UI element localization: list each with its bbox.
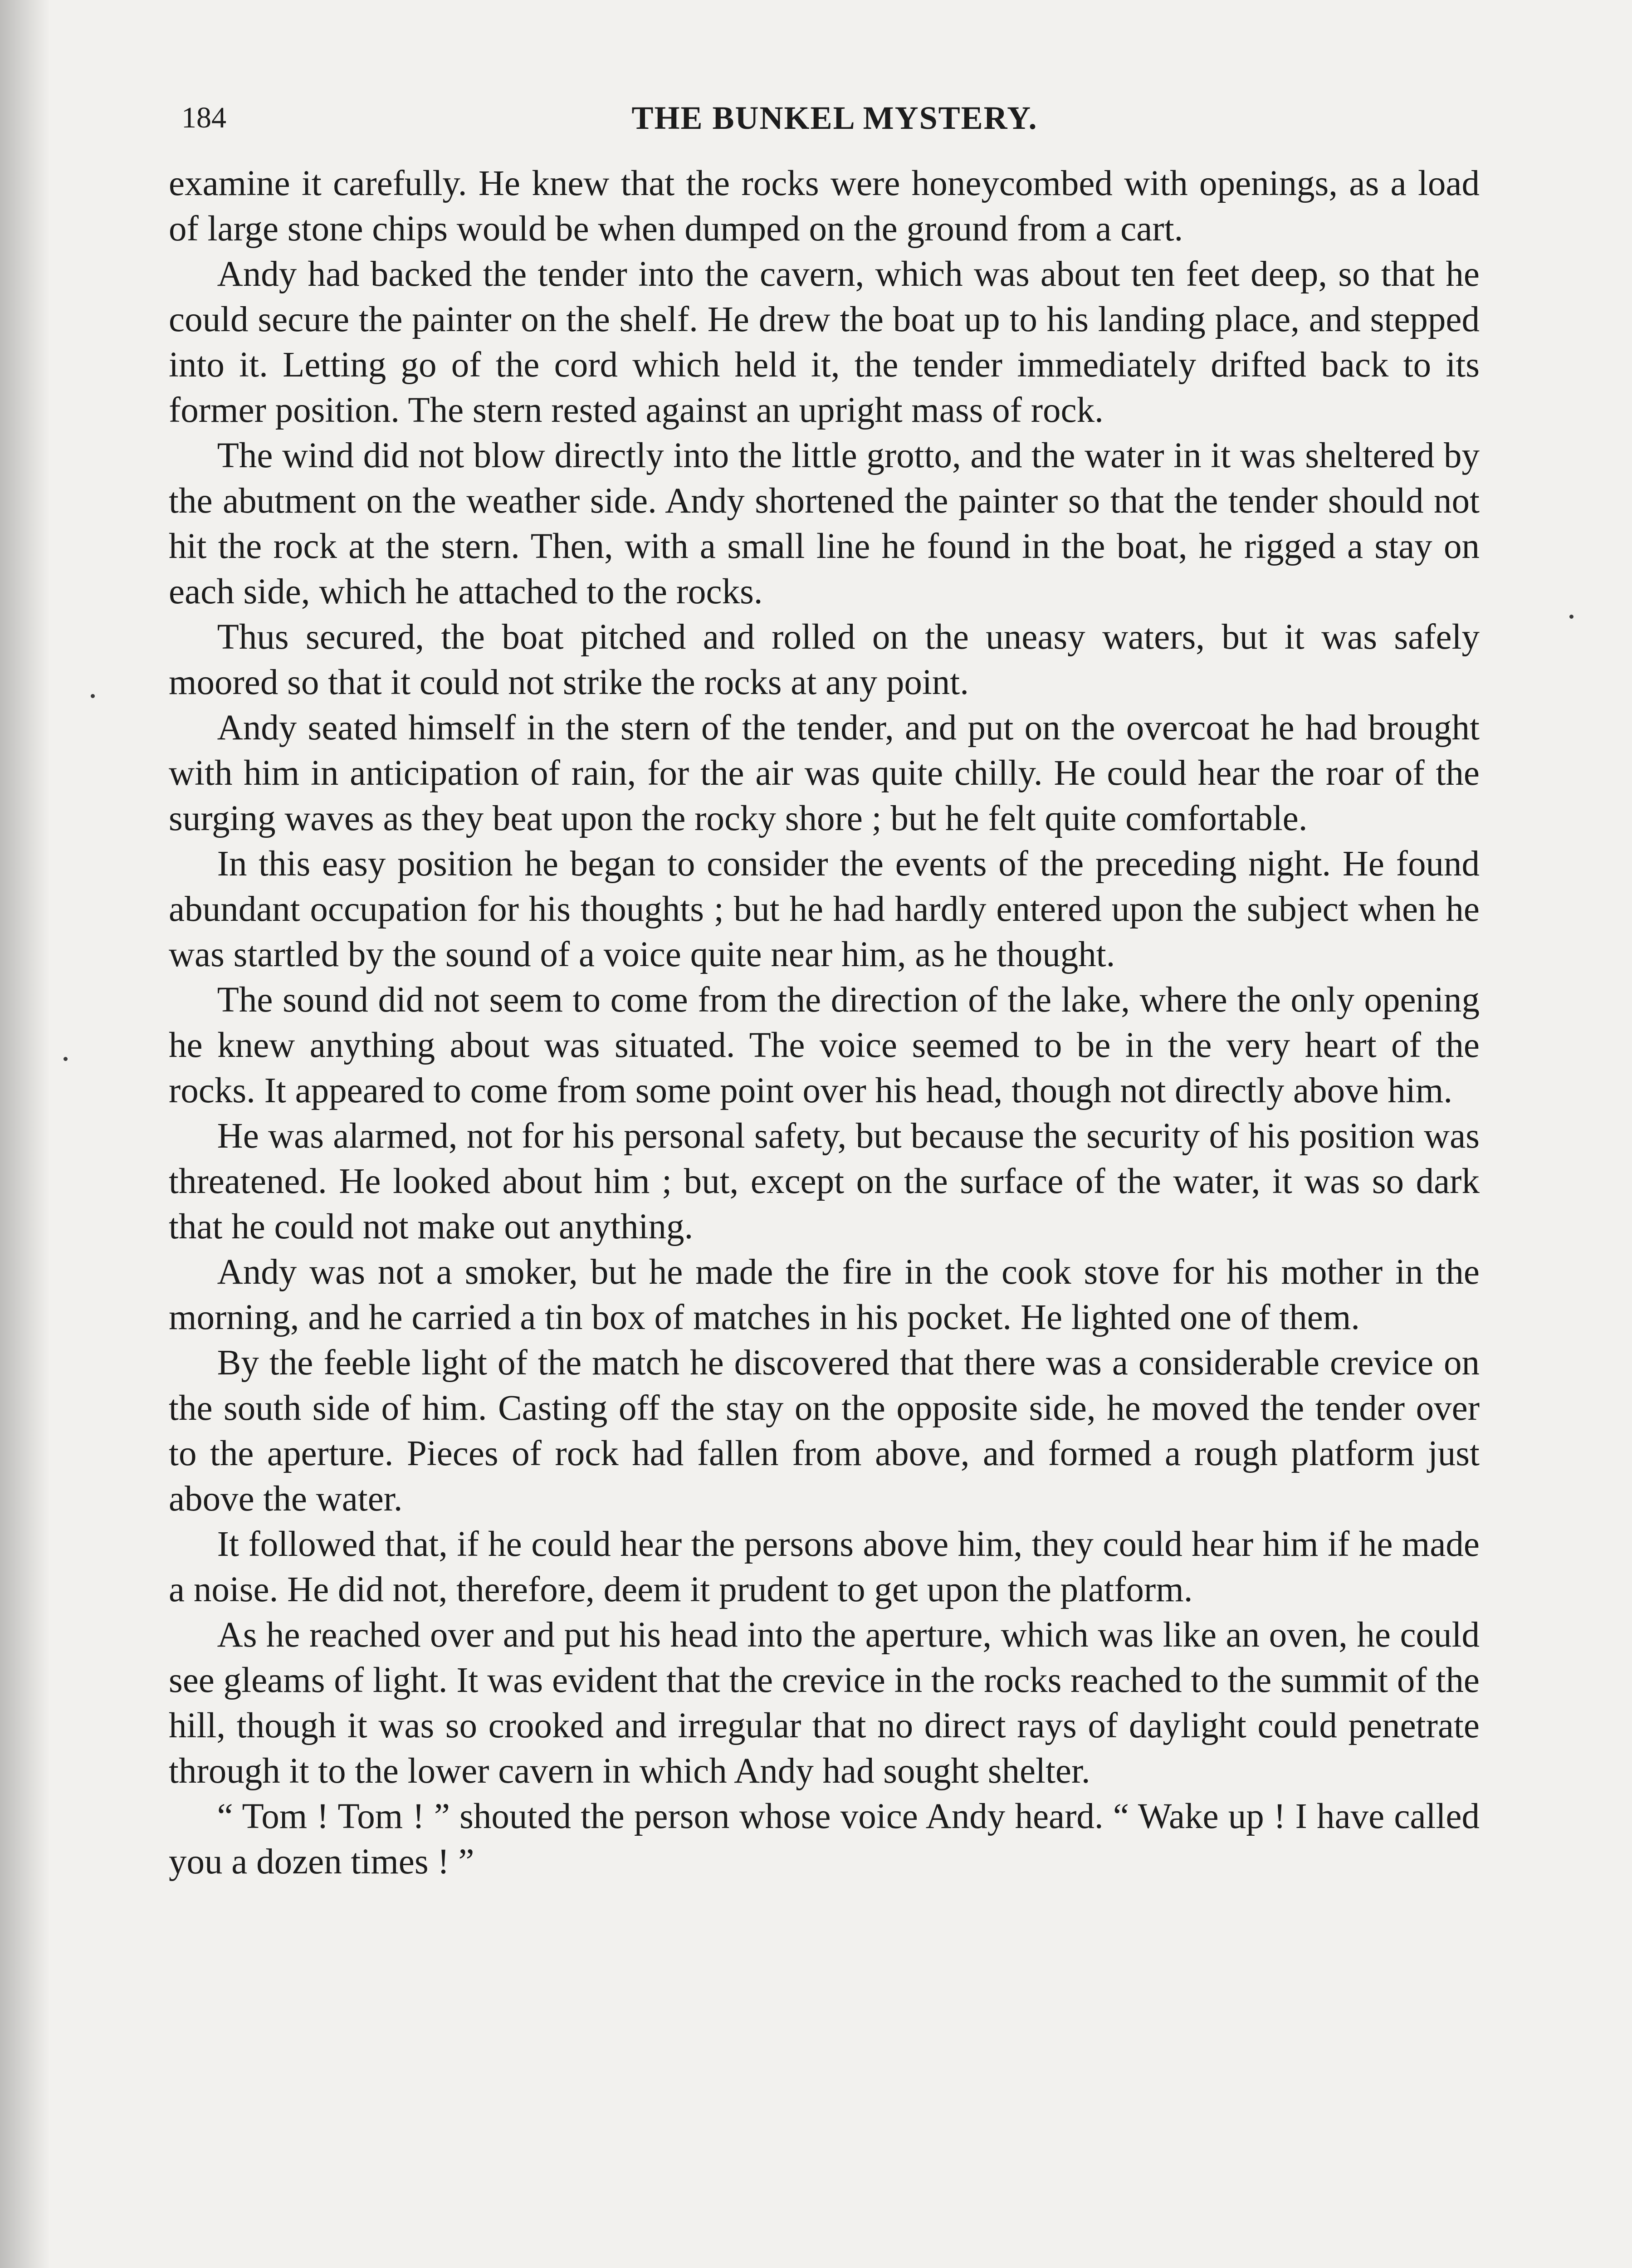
paragraph: The wind did not blow directly into the little grotto, and the water in it was sheltered by the abutment on the weather side. Andy shortened the painter so that the tender should not hit the rock at the stern. Then, with a small line he found in the boat, he rigged a stay on each side, which he attached to the rocks. [169, 436, 1480, 611]
paragraph: By the feeble light of the match he discovered that there was a considerable crevice on the south side of him. Casting off the stay on the opposite side, he moved the tender over to the aperture. Pieces of rock had fallen from above, and formed a rough platform just above the water. [169, 1343, 1480, 1519]
page-number: 184 [181, 101, 226, 134]
paragraph: Andy seated himself in the stern of the tender, and put on the overcoat he had brought with him in anticipation of rain, for the air was quite chilly. He could hear the roar of the surging waves as they beat upon the rocky shore ; but he felt quite comfortable. [169, 708, 1480, 838]
paragraph: The sound did not seem to come from the direction of the lake, where the only opening he knew anything about was situated. The voice seemed to be in the very heart of the rocks. It appeared to come from some point over his head, though not directly above him. [169, 980, 1480, 1110]
body-text [169, 161, 1480, 1885]
paper-speck [64, 1057, 68, 1061]
paragraph: Andy had backed the tender into the cavern, which was about ten feet deep, so that he could secure the painter on the shelf. He drew the boat up to his landing place, and stepped into it. Letting go of the cord which held it, the tender immediately drifted back to its former position. The stern rested against an upright mass of rock. [169, 254, 1480, 430]
paper-speck [1569, 615, 1573, 619]
paragraph: “ Tom ! Tom ! ” shouted the person whose voice Andy heard. “ Wake up ! I have called you a dozen times ! ” [169, 1797, 1480, 1882]
paragraph: Thus secured, the boat pitched and rolled on the uneasy waters, but it was safely moored so that it could not strike the rocks at any point. [169, 617, 1480, 702]
paragraph: As he reached over and put his head into the aperture, which was like an oven, he could see gleams of light. It was evident that the crevice in the rocks reached to the summit of the hill, though it was so crooked and irregular that no direct rays of daylight could penetrate through it to the lower cavern in which Andy had sought shelter. [169, 1615, 1480, 1791]
page-header [181, 93, 1488, 143]
running-title: THE BUNKEL MYSTERY. [631, 100, 1038, 136]
paragraph: examine it carefully. He knew that the rocks were honeycombed with openings, as a load of large stone chips would be when dumped on the ground from a cart. [169, 164, 1480, 249]
paragraph: In this easy position he began to consider the events of the preceding night. He found abundant occupation for his thoughts ; but he had hardly entered upon the subject when he was startled by the sound of a voice quite near him, as he thought. [169, 844, 1480, 974]
paragraph: It followed that, if he could hear the persons above him, they could hear him if he made a noise. He did not, therefore, deem it prudent to get upon the platform. [169, 1525, 1480, 1609]
paragraph: Andy was not a smoker, but he made the fire in the cook stove for his mother in the morning, and he carried a tin box of matches in his pocket. He lighted one of them. [169, 1252, 1480, 1337]
binding-shadow [0, 0, 50, 2268]
paper-speck [91, 694, 95, 698]
paragraph: He was alarmed, not for his personal safety, but because the security of his position was threatened. He looked about him ; but, except on the surface of the water, it was so dark that he could not make out anything. [169, 1116, 1480, 1246]
